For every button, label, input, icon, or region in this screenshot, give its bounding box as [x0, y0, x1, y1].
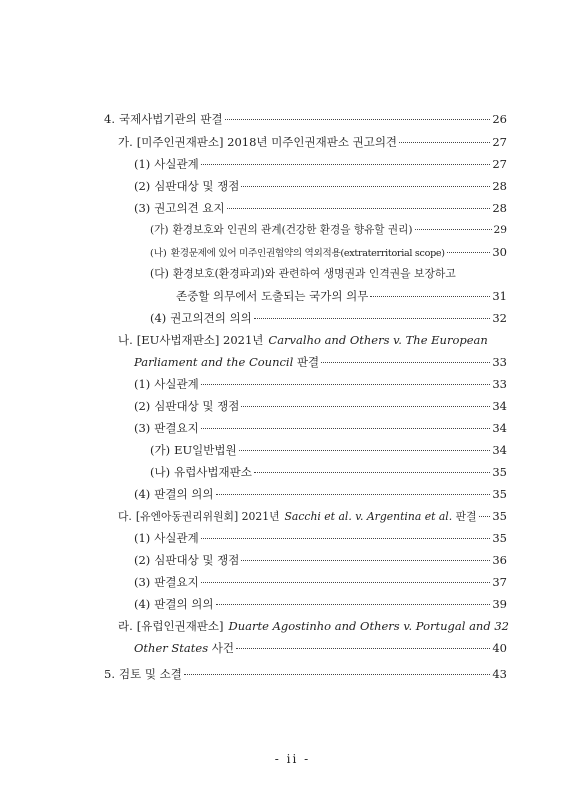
toc-page: 40: [492, 641, 507, 655]
toc-number: (다): [150, 267, 169, 280]
toc-number: (가): [150, 443, 171, 457]
toc-number: 가.: [118, 135, 133, 149]
dot-leader: [254, 472, 491, 473]
toc-title-italic: Sacchi et al. v. Argentina et al.: [284, 510, 453, 523]
dot-leader: [254, 318, 491, 319]
toc-title: 환경문제에 있어 미주인권협약의 역외적용(extraterritorial scope): [170, 248, 445, 259]
toc-title: [미주인권재판소] 2018년 미주인권재판소 권고의견: [136, 135, 398, 149]
toc-number: (4): [134, 487, 151, 501]
toc-entry: [118, 509, 507, 524]
toc-page: 35: [492, 509, 507, 523]
toc-page: 33: [492, 355, 507, 369]
toc-title: 심판대상 및 쟁점: [154, 179, 240, 193]
dot-leader: [236, 648, 490, 649]
toc-number: (나): [150, 248, 167, 259]
toc-entry: [118, 619, 507, 633]
toc-title-italic: Other States: [134, 641, 209, 655]
toc-title: 권고의견 요지: [154, 201, 225, 215]
toc-page: 43: [492, 667, 507, 681]
toc-entry: [150, 465, 507, 479]
toc-title: 심판대상 및 쟁점: [154, 399, 240, 413]
toc-number: (1): [134, 377, 151, 391]
dot-leader: [201, 538, 491, 539]
toc-entry: [134, 553, 507, 567]
toc-title-after: 판결: [293, 355, 320, 369]
dot-leader: [239, 450, 491, 451]
toc-title: 판결요지: [154, 575, 199, 589]
dot-leader: [241, 560, 490, 561]
toc-title: [유엔아동권리위원회] 2021년: [135, 510, 280, 523]
toc-title: 판결요지: [154, 421, 199, 435]
toc-page: 33: [492, 377, 507, 391]
toc-title: 권고의견의 의의: [170, 311, 252, 325]
toc-entry: [118, 135, 507, 149]
toc-entry: [134, 487, 507, 501]
toc-page: 39: [492, 597, 507, 611]
toc-page: 31: [492, 289, 507, 303]
dot-leader: [201, 428, 491, 429]
toc-number: (3): [134, 575, 151, 589]
toc-number: (3): [134, 421, 151, 435]
toc-entry: [118, 333, 507, 347]
toc-entry: [150, 267, 507, 281]
toc-title-after: 사건: [208, 641, 234, 655]
dot-leader: [447, 252, 491, 253]
toc-number: (가): [150, 224, 169, 236]
toc-entry: [134, 355, 507, 369]
toc-entry: [150, 245, 507, 261]
toc-title: [EU사법재판소] 2021년: [136, 333, 264, 347]
toc-page: 36: [492, 553, 507, 567]
toc-page: 34: [492, 443, 507, 457]
toc-entry: [134, 421, 507, 435]
toc-title: 판결의 의의: [154, 487, 214, 501]
dot-leader: [241, 406, 490, 407]
toc-page: 35: [492, 465, 507, 479]
dot-leader: [415, 229, 492, 230]
toc-entry: [134, 201, 507, 215]
toc-entry: [150, 311, 507, 325]
toc-entry: [134, 575, 507, 589]
toc-title: 유럽사법재판소: [174, 465, 252, 479]
toc-title: EU일반법원: [174, 443, 237, 457]
toc-title: 사실관계: [154, 531, 199, 545]
toc-number: (2): [134, 399, 151, 413]
toc-page: 29: [493, 224, 507, 236]
toc-page: 34: [492, 399, 507, 413]
toc-title: 사실관계: [154, 377, 199, 391]
toc-title-italic: Duarte Agostinho and Others v. Portugal and 32: [228, 619, 509, 633]
toc-title: 검토 및 소결: [118, 667, 182, 681]
toc-page: 30: [492, 245, 507, 259]
toc-page: 35: [492, 531, 507, 545]
toc-entry: [134, 399, 507, 413]
toc-number: (4): [134, 597, 151, 611]
toc-entry: [150, 223, 507, 237]
toc-title-after: 판결: [452, 510, 477, 523]
toc-number: (2): [134, 553, 151, 567]
dot-leader: [216, 494, 491, 495]
dot-leader: [227, 208, 491, 209]
dot-leader: [399, 142, 490, 143]
toc-page: 32: [492, 311, 507, 325]
dot-leader: [201, 164, 491, 165]
toc-entry: [134, 641, 507, 655]
toc-entry: [176, 289, 507, 303]
toc-title: 존중할 의무에서 도출되는 국가의 의무: [176, 289, 369, 303]
dot-leader: [479, 516, 491, 517]
toc-entry: [104, 667, 507, 681]
toc-number: 라.: [118, 619, 133, 633]
toc-entry: [134, 597, 507, 611]
toc-number: (2): [134, 179, 151, 193]
toc-page: 27: [492, 135, 507, 149]
dot-leader: [225, 119, 491, 120]
toc-page: 28: [492, 201, 507, 215]
toc-title: 국제사법기관의 판결: [118, 112, 223, 126]
dot-leader: [184, 674, 491, 675]
toc-entry: [150, 443, 507, 457]
toc-page: 27: [492, 157, 507, 171]
toc-entry: [104, 112, 507, 126]
toc-title: 환경보호(환경파괴)와 관련하여 생명권과 인격권을 보장하고: [172, 267, 456, 280]
toc-number: (4): [150, 311, 167, 325]
toc-title-italic: Parliament and the Council: [134, 355, 294, 369]
toc-entry: [134, 157, 507, 171]
toc-number: 4.: [104, 112, 115, 126]
toc-entry: [134, 531, 507, 545]
dot-leader: [321, 362, 490, 363]
toc-page: 35: [492, 487, 507, 501]
toc-number: (1): [134, 531, 151, 545]
toc-number: (1): [134, 157, 151, 171]
dot-leader: [370, 296, 490, 297]
toc-entry: [134, 179, 507, 193]
toc-number: 다.: [118, 510, 132, 523]
toc-number: (나): [150, 465, 171, 479]
toc-title: 판결의 의의: [154, 597, 214, 611]
toc-number: (3): [134, 201, 151, 215]
toc-title: 사실관계: [154, 157, 199, 171]
dot-leader: [216, 604, 491, 605]
toc-entry: [134, 377, 507, 391]
toc-title: 환경보호와 인권의 관계(건강한 환경을 향유할 권리): [172, 224, 413, 236]
toc-page: 28: [492, 179, 507, 193]
toc-page: 34: [492, 421, 507, 435]
toc-number: 나.: [118, 333, 133, 347]
dot-leader: [201, 582, 491, 583]
dot-leader: [241, 186, 490, 187]
toc-number: 5.: [104, 667, 115, 681]
toc-title: 심판대상 및 쟁점: [154, 553, 240, 567]
toc-title-italic: Carvalho and Others v. The European: [268, 333, 488, 347]
page-number-footer: - ii -: [274, 752, 311, 766]
dot-leader: [201, 384, 491, 385]
toc-title: [유럽인권재판소]: [136, 619, 224, 633]
toc-page: 37: [492, 575, 507, 589]
toc-page: 26: [492, 112, 507, 126]
